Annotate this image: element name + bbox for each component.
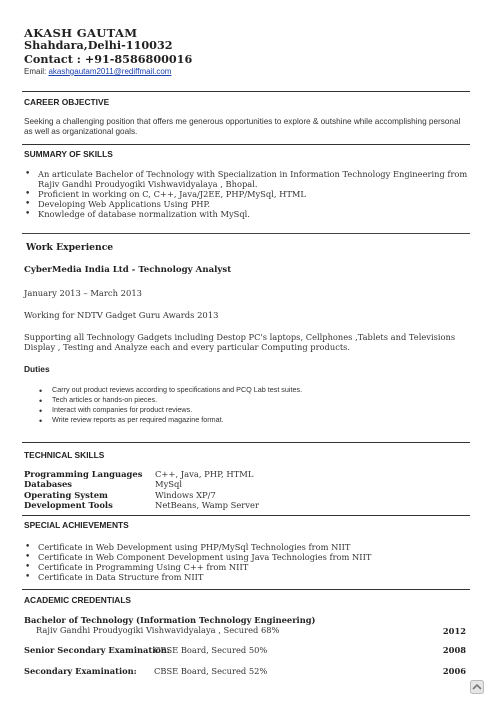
technical-heading: TECHNICAL SKILLS bbox=[24, 450, 105, 460]
tech-value: NetBeans, Wamp Server bbox=[155, 500, 259, 510]
senior-detail: CBSE Board, Secured 50% bbox=[154, 645, 268, 655]
senior-block bbox=[24, 645, 470, 655]
list-item: • Developing Web Applications Using PHP. bbox=[24, 199, 474, 209]
scroll-up-icon[interactable] bbox=[470, 680, 484, 694]
tech-label: Programming Languages bbox=[24, 469, 143, 479]
candidate-name: AKASH GAUTAM bbox=[24, 26, 138, 40]
divider bbox=[22, 589, 470, 590]
summary-list bbox=[24, 169, 474, 220]
list-item: • An articulate Bachelor of Technology with Specialization in Information Technology Engineering from Rajiv Gandhi Proudyogiki Vishwavidyalaya , Bhopal. bbox=[24, 169, 474, 189]
duties-heading: Duties bbox=[24, 364, 50, 374]
tech-label: Operating System bbox=[24, 490, 108, 500]
divider bbox=[22, 515, 470, 516]
email-line bbox=[24, 67, 171, 77]
work-award: Working for NDTV Gadget Guru Awards 2013 bbox=[24, 310, 219, 320]
list-item: • Tech articles or hands-on pieces. bbox=[38, 395, 458, 405]
candidate-contact: Contact : +91-8586800016 bbox=[24, 52, 193, 66]
degree-block bbox=[24, 615, 470, 635]
tech-label: Development Tools bbox=[24, 500, 113, 510]
career-objective-heading: CAREER OBJECTIVE bbox=[24, 97, 110, 107]
achievements-heading: SPECIAL ACHIEVEMENTS bbox=[24, 520, 129, 530]
degree-title: Bachelor of Technology (Information Technology Engineering) bbox=[24, 615, 316, 625]
tech-value: Windows XP/7 bbox=[155, 490, 216, 500]
list-item: • Certificate in Web Component Development using Java Technologies from NIIT bbox=[24, 552, 474, 562]
candidate-address: Shahdara,Delhi-110032 bbox=[24, 38, 173, 52]
career-objective-text: Seeking a challenging position that offers me generous opportunities to explore & outshine while accomplishing personal as well as organizational goals. bbox=[24, 117, 461, 136]
senior-year: 2008 bbox=[442, 645, 466, 655]
list-item: • Certificate in Web Development using PHP/MySql Technologies from NIIT bbox=[24, 542, 474, 552]
list-item: • Carry out product reviews according to specifications and PCQ Lab test suites. bbox=[38, 385, 458, 395]
secondary-label: Secondary Examination: bbox=[24, 666, 137, 676]
email-link[interactable]: akashgautam2011@rediffmail.com bbox=[48, 67, 172, 76]
list-item: • Certificate in Data Structure from NIIT bbox=[24, 572, 474, 582]
divider bbox=[22, 442, 470, 443]
list-item: • Interact with companies for product reviews. bbox=[38, 405, 458, 415]
academic-heading: ACADEMIC CREDENTIALS bbox=[24, 595, 132, 605]
divider bbox=[22, 91, 470, 92]
senior-label: Senior Secondary Examination: bbox=[24, 645, 170, 655]
work-description: Supporting all Technology Gadgets including Destop PC's laptops, Cellphones ,Tablets and Televisions Display , Testing and Analyze each and every particular Computing products. bbox=[24, 332, 456, 353]
list-item: • Write review reports as per required magazine format. bbox=[38, 415, 458, 425]
degree-detail: Rajiv Gandhi Proudyogiki Vishwavidyalaya , Secured 68% bbox=[36, 625, 280, 636]
divider bbox=[22, 144, 470, 145]
list-item: • Proficient in working on C, C++, Java/J2EE, PHP/MySql, HTML bbox=[24, 189, 474, 199]
achievements-list bbox=[24, 542, 474, 582]
degree-year: 2012 bbox=[442, 626, 466, 636]
list-item: • Certificate in Programming Using C++ from NIIT bbox=[24, 562, 474, 572]
summary-heading: SUMMARY OF SKILLS bbox=[24, 149, 113, 159]
tech-value: C++, Java, PHP, HTML bbox=[155, 469, 254, 479]
company-title: CyberMedia India Ltd - Technology Analyst bbox=[24, 265, 232, 275]
work-heading: Work Experience bbox=[26, 242, 114, 253]
duties-list bbox=[38, 385, 458, 425]
email-label: Email: bbox=[24, 67, 49, 76]
divider bbox=[22, 233, 470, 234]
secondary-block bbox=[24, 666, 470, 676]
secondary-year: 2006 bbox=[442, 666, 466, 676]
secondary-detail: CBSE Board, Secured 52% bbox=[154, 666, 268, 676]
work-dates: January 2013 – March 2013 bbox=[24, 288, 142, 298]
tech-label: Databases bbox=[24, 479, 73, 489]
list-item: • Knowledge of database normalization with MySql. bbox=[24, 209, 474, 219]
tech-value: MySql bbox=[155, 479, 183, 489]
